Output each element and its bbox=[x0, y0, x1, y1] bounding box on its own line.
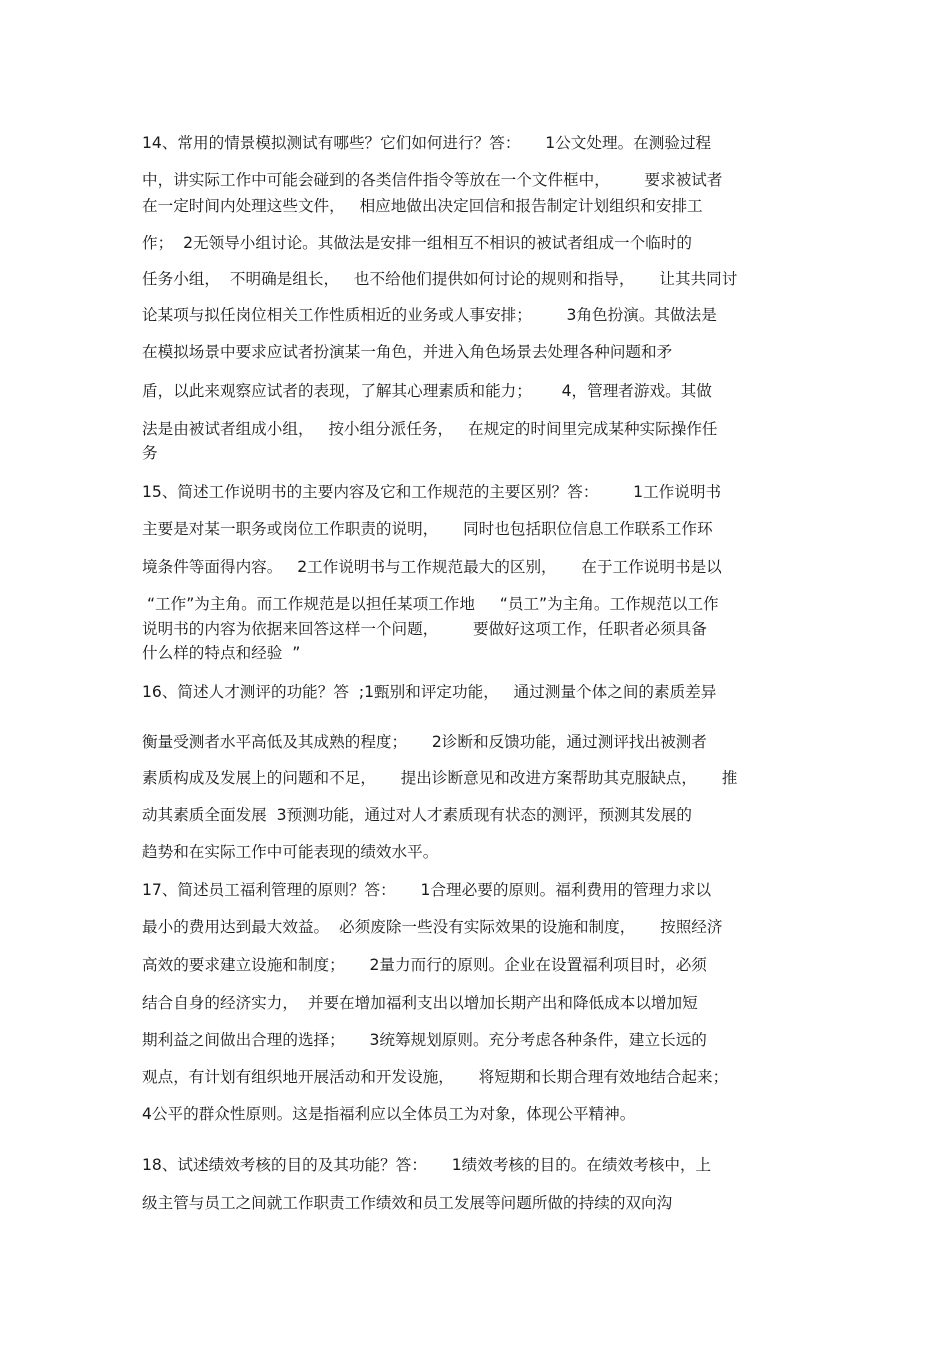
text-line: 15、简述工作说明书的主要内容及它和工作规范的主要区别？答： 1工作说明书 bbox=[142, 483, 722, 501]
text-line: 17、简述员工福利管理的原则？答： 1合理必要的原则。福利费用的管理力求以 bbox=[142, 881, 712, 899]
text-line: 动其素质全面发展 3预测功能，通过对人才素质现有状态的测评，预测其发展的 bbox=[142, 806, 693, 824]
text-line: 境条件等面得内容。 2工作说明书与工作规范最大的区别， 在于工作说明书是以 bbox=[142, 558, 722, 576]
text-line: 素质构成及发展上的问题和不足， 提出诊断意见和改进方案帮助其克服缺点， 推 bbox=[142, 769, 738, 787]
text-line: 中，讲实际工作中可能会碰到的各类信件指令等放在一个文件框中， 要求被试者 bbox=[142, 171, 723, 189]
text-line: 14、常用的情景模拟测试有哪些？它们如何进行？答： 1公文处理。在测验过程 bbox=[142, 134, 712, 152]
text-line: 在模拟场景中要求应试者扮演某一角色，并进入角色场景去处理各种问题和矛 bbox=[142, 343, 673, 361]
text-line: 盾，以此来观察应试者的表现，了解其心理素质和能力； 4，管理者游戏。其做 bbox=[142, 382, 712, 400]
text-line: 最小的费用达到最大效益。 必须废除一些没有实际效果的设施和制度， 按照经济 bbox=[142, 918, 723, 936]
text-line: 衡量受测者水平高低及其成熟的程度； 2诊断和反馈功能，通过测评找出被测者 bbox=[142, 733, 707, 751]
text-line: 高效的要求建立设施和制度； 2量力而行的原则。企业在设置福利项目时，必须 bbox=[142, 956, 707, 974]
text-line: 趋势和在实际工作中可能表现的绩效水平。 bbox=[142, 843, 439, 861]
text-line: 什么样的特点和经验 ” bbox=[142, 644, 301, 662]
text-line: 作； 2无领导小组讨论。其做法是安排一组相互不相识的被试者组成一个临时的 bbox=[142, 234, 693, 252]
text-line: 务 bbox=[142, 444, 158, 462]
text-line: 16、简述人才测评的功能？答 ;1甄别和评定功能， 通过测量个体之间的素质差异 bbox=[142, 683, 717, 701]
text-line: 级主管与员工之间就工作职责工作绩效和员工发展等问题所做的持续的双向沟 bbox=[142, 1194, 673, 1212]
text-line: 法是由被试者组成小组， 按小组分派任务， 在规定的时间里完成某种实际操作任 bbox=[142, 420, 718, 438]
text-line: 结合自身的经济实力， 并要在增加福利支出以增加长期产出和降低成本以增加短 bbox=[142, 994, 698, 1012]
text-line: 4公平的群众性原则。这是指福利应以全体员工为对象，体现公平精神。 bbox=[142, 1105, 636, 1123]
text-line: “工作”为主角。而工作规范是以担任某项工作地 “员工”为主角。工作规范以工作 bbox=[142, 595, 719, 613]
text-line: 18、试述绩效考核的目的及其功能？答： 1绩效考核的目的。在绩效考核中，上 bbox=[142, 1156, 712, 1174]
text-line: 观点，有计划有组织地开展活动和开发设施， 将短期和长期合理有效地结合起来； bbox=[142, 1068, 729, 1086]
text-line: 任务小组， 不明确是组长， 也不给他们提供如何讨论的规则和指导， 让其共同讨 bbox=[142, 270, 738, 288]
text-line: 说明书的内容为依据来回答这样一个问题， 要做好这项工作，任职者必须具备 bbox=[142, 620, 707, 638]
text-line: 在一定时间内处理这些文件， 相应地做出决定回信和报告制定计划组织和安排工 bbox=[142, 197, 703, 215]
text-line: 论某项与拟任岗位相关工作性质相近的业务或人事安排； 3角色扮演。其做法是 bbox=[142, 306, 717, 324]
text-line: 期利益之间做出合理的选择； 3统筹规划原则。充分考虑各种条件，建立长远的 bbox=[142, 1031, 707, 1049]
text-line: 主要是对某一职务或岗位工作职责的说明， 同时也包括职位信息工作联系工作环 bbox=[142, 520, 713, 538]
